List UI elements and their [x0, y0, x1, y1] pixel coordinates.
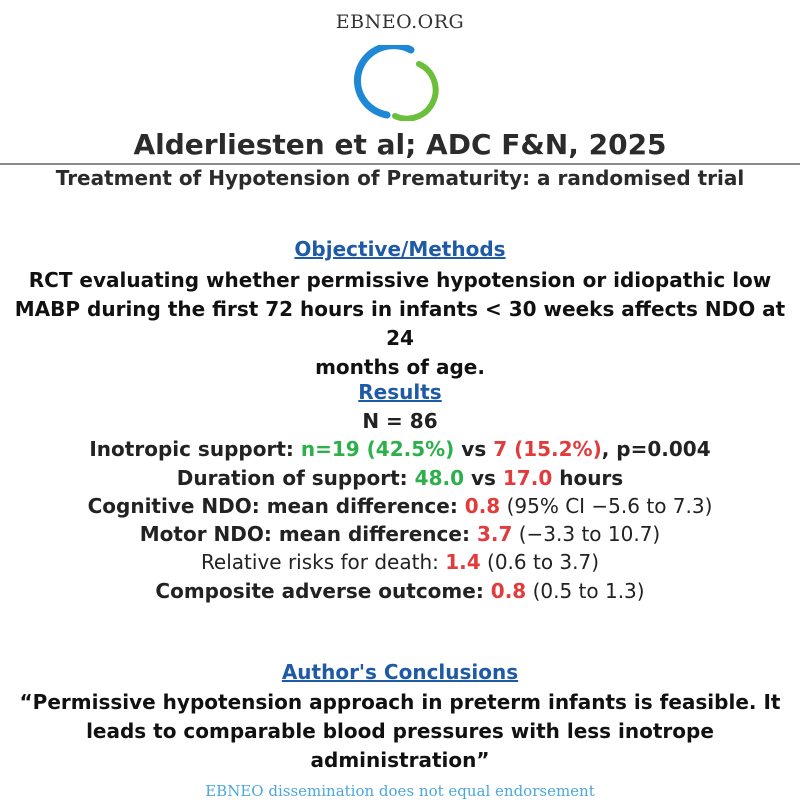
result-value-b: 7 (15.2%): [493, 437, 602, 462]
citation-title: Alderliesten et al; ADC F&N, 2025: [133, 128, 667, 161]
objective-line: months of age.: [315, 355, 485, 379]
result-p-value: , p=0.004: [601, 437, 711, 462]
result-label: Composite adverse outcome:: [155, 578, 491, 603]
result-value-b: 17.0: [502, 465, 553, 490]
result-value-a: n=19 (42.5%): [300, 437, 455, 462]
objective-heading: Objective/Methods: [294, 237, 506, 261]
result-value: 1.4: [445, 550, 481, 575]
objective-line: MABP during the first 72 hours in infants < 30 weeks affects NDO at 24: [14, 297, 786, 350]
divider: [0, 163, 800, 165]
result-ci: (95% CI −5.6 to 7.3): [500, 493, 713, 518]
result-label: Cognitive NDO: mean difference:: [87, 493, 465, 518]
conclusions-heading: Author's Conclusions: [281, 660, 519, 684]
result-value: 3.7: [476, 522, 513, 547]
result-inotropic-support: [0, 435, 800, 463]
result-ci: (−3.3 to 10.7): [512, 522, 661, 547]
site-name: EBNEO.ORG: [335, 11, 465, 33]
result-ci: (0.6 to 3.7): [480, 550, 600, 575]
results-heading: Results: [358, 380, 442, 404]
result-ci: (0.5 to 1.3): [526, 578, 645, 603]
conclusions-text: [0, 688, 800, 775]
result-label: Motor NDO: mean difference:: [139, 522, 477, 547]
disclaimer: EBNEO dissemination does not equal endorsement: [205, 782, 595, 800]
result-composite-outcome: [0, 577, 800, 605]
result-motor-ndo: [0, 520, 800, 548]
result-label: Inotropic support:: [89, 437, 301, 462]
result-label: Duration of support:: [176, 465, 415, 490]
result-value: 0.8: [490, 578, 527, 603]
objective-text: [0, 266, 800, 382]
result-cognitive-ndo: [0, 492, 800, 520]
result-value-a: 48.0: [414, 465, 465, 490]
result-death-risk: [0, 548, 800, 576]
ebneo-circle-logo-icon: [353, 45, 449, 121]
result-value: 0.8: [464, 493, 501, 518]
result-duration-support: [0, 464, 800, 492]
conclusion-line: administration”: [310, 748, 490, 772]
trial-title: Treatment of Hypotension of Prematurity: a randomised trial: [55, 166, 745, 190]
result-vs: vs: [454, 437, 494, 462]
result-label: Relative risks for death:: [200, 550, 446, 575]
conclusion-line: “Permissive hypotension approach in preterm infants is feasible. It: [19, 690, 781, 714]
results-list: [0, 407, 800, 605]
result-vs: vs: [464, 465, 503, 490]
results-n: N = 86: [362, 409, 438, 433]
result-unit: hours: [552, 465, 624, 490]
objective-line: RCT evaluating whether permissive hypotension or idiopathic low: [28, 268, 772, 292]
conclusion-line: leads to comparable blood pressures with less inotrope: [86, 719, 714, 743]
